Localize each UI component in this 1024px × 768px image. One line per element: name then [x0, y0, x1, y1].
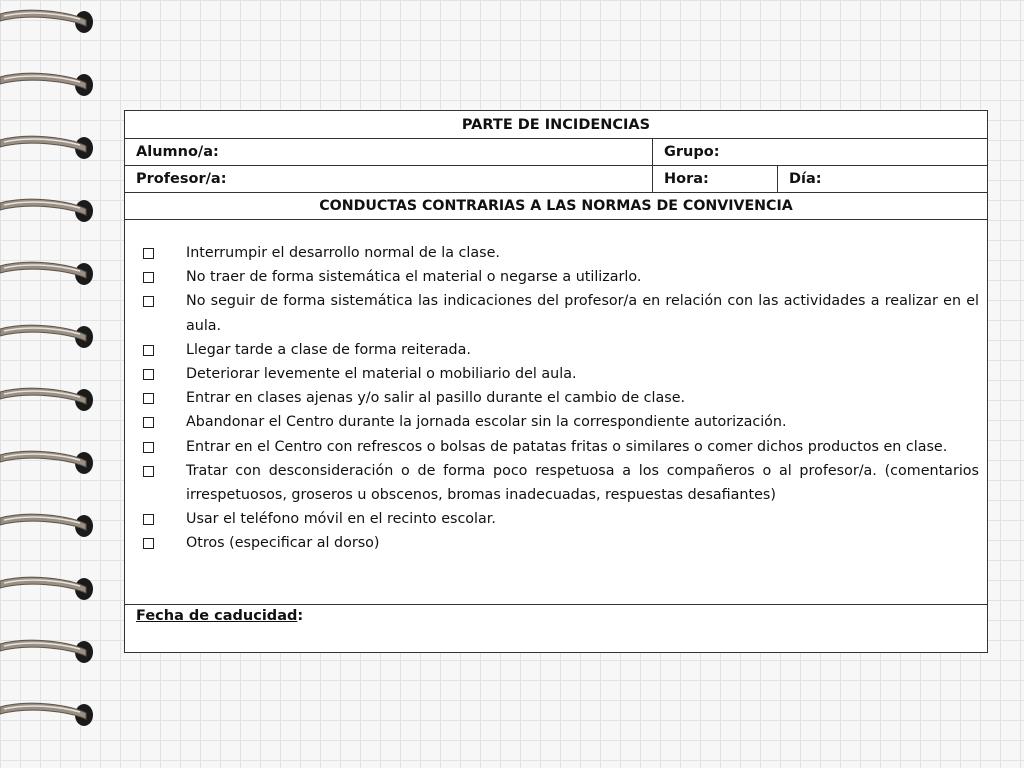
conduct-item: [125, 507, 987, 531]
checkbox-icon[interactable]: [143, 442, 154, 453]
conduct-item-label: Entrar en el Centro con refrescos o bolsas de patatas fritas o similares o comer dichos productos en clase.: [186, 438, 948, 455]
checkbox-icon[interactable]: [143, 538, 154, 549]
conduct-item: [125, 362, 987, 386]
conduct-item: [125, 289, 987, 337]
spiral-ring-icon: [0, 577, 93, 600]
spiral-ring-icon: [0, 73, 93, 96]
conduct-item-label: Abandonar el Centro durante la jornada escolar sin la correspondiente autorización.: [186, 414, 787, 431]
checkbox-icon[interactable]: [143, 417, 154, 428]
conduct-item: [125, 435, 987, 459]
conduct-item: [125, 265, 987, 289]
alumno-field[interactable]: [125, 139, 652, 165]
conduct-item-label: No seguir de forma sistemática las indicaciones del profesor/a en relación con las actividades a realizar en el aula.: [186, 293, 979, 334]
dia-field[interactable]: [777, 166, 987, 192]
conduct-item: [125, 338, 987, 362]
spiral-ring-icon: [0, 199, 93, 222]
dia-label: Día:: [789, 171, 822, 187]
conduct-item: [125, 459, 987, 507]
conduct-item: [125, 386, 987, 410]
checkbox-icon[interactable]: [143, 248, 154, 259]
spiral-ring-icon: [0, 325, 93, 348]
checkbox-icon[interactable]: [143, 296, 154, 307]
checkbox-icon[interactable]: [143, 514, 154, 525]
conduct-item-label: Entrar en clases ajenas y/o salir al pasillo durante el cambio de clase.: [186, 390, 686, 407]
grupo-field[interactable]: [652, 139, 987, 165]
expiry-date-label: Fecha de caducidad:: [136, 608, 304, 624]
spiral-ring-icon: [0, 640, 93, 663]
section-title: CONDUCTAS CONTRARIAS A LAS NORMAS DE CONVIVENCIA: [125, 193, 987, 220]
hora-field[interactable]: [652, 166, 777, 192]
spiral-ring-icon: [0, 703, 93, 726]
incident-report-form: [124, 110, 988, 653]
teacher-row: [125, 166, 987, 193]
spiral-ring-icon: [0, 136, 93, 159]
alumno-label: Alumno/a:: [136, 144, 219, 160]
checkbox-icon[interactable]: [143, 345, 154, 356]
conduct-item-label: No traer de forma sistemática el material o negarse a utilizarlo.: [186, 269, 642, 286]
hora-label: Hora:: [664, 171, 709, 187]
spiral-ring-icon: [0, 514, 93, 537]
profesor-field[interactable]: [125, 166, 652, 192]
checkbox-icon[interactable]: [143, 272, 154, 283]
spiral-ring-icon: [0, 451, 93, 474]
conduct-item-label: Interrumpir el desarrollo normal de la clase.: [186, 245, 500, 261]
spiral-ring-icon: [0, 10, 93, 33]
expiry-date-field[interactable]: [125, 604, 987, 640]
checkbox-icon[interactable]: [143, 393, 154, 404]
conduct-item: [125, 241, 987, 265]
spiral-binding-icon: [0, 0, 110, 768]
checkbox-icon[interactable]: [143, 369, 154, 380]
conduct-item: [125, 531, 987, 555]
grupo-label: Grupo:: [664, 144, 720, 160]
conduct-item-label: Deteriorar levemente el material o mobiliario del aula.: [186, 366, 577, 383]
profesor-label: Profesor/a:: [136, 171, 227, 187]
conduct-checklist: [125, 241, 987, 556]
conduct-item-label: Otros (especificar al dorso): [186, 535, 380, 552]
spiral-ring-icon: [0, 388, 93, 411]
conduct-item-label: Llegar tarde a clase de forma reiterada.: [186, 341, 471, 358]
conduct-item-label: Usar el teléfono móvil en el recinto escolar.: [186, 511, 496, 528]
student-row: [125, 139, 987, 166]
conduct-item-label: Tratar con desconsideración o de forma poco respetuosa a los compañeros o al profesor/a. (comentarios irrespetuosos, groseros u obscenos, bromas inadecuadas, respuestas desafiantes): [186, 462, 979, 504]
conduct-item: [125, 410, 987, 434]
form-title: PARTE DE INCIDENCIAS: [125, 111, 987, 139]
spiral-ring-icon: [0, 262, 93, 285]
checkbox-icon[interactable]: [143, 466, 154, 477]
